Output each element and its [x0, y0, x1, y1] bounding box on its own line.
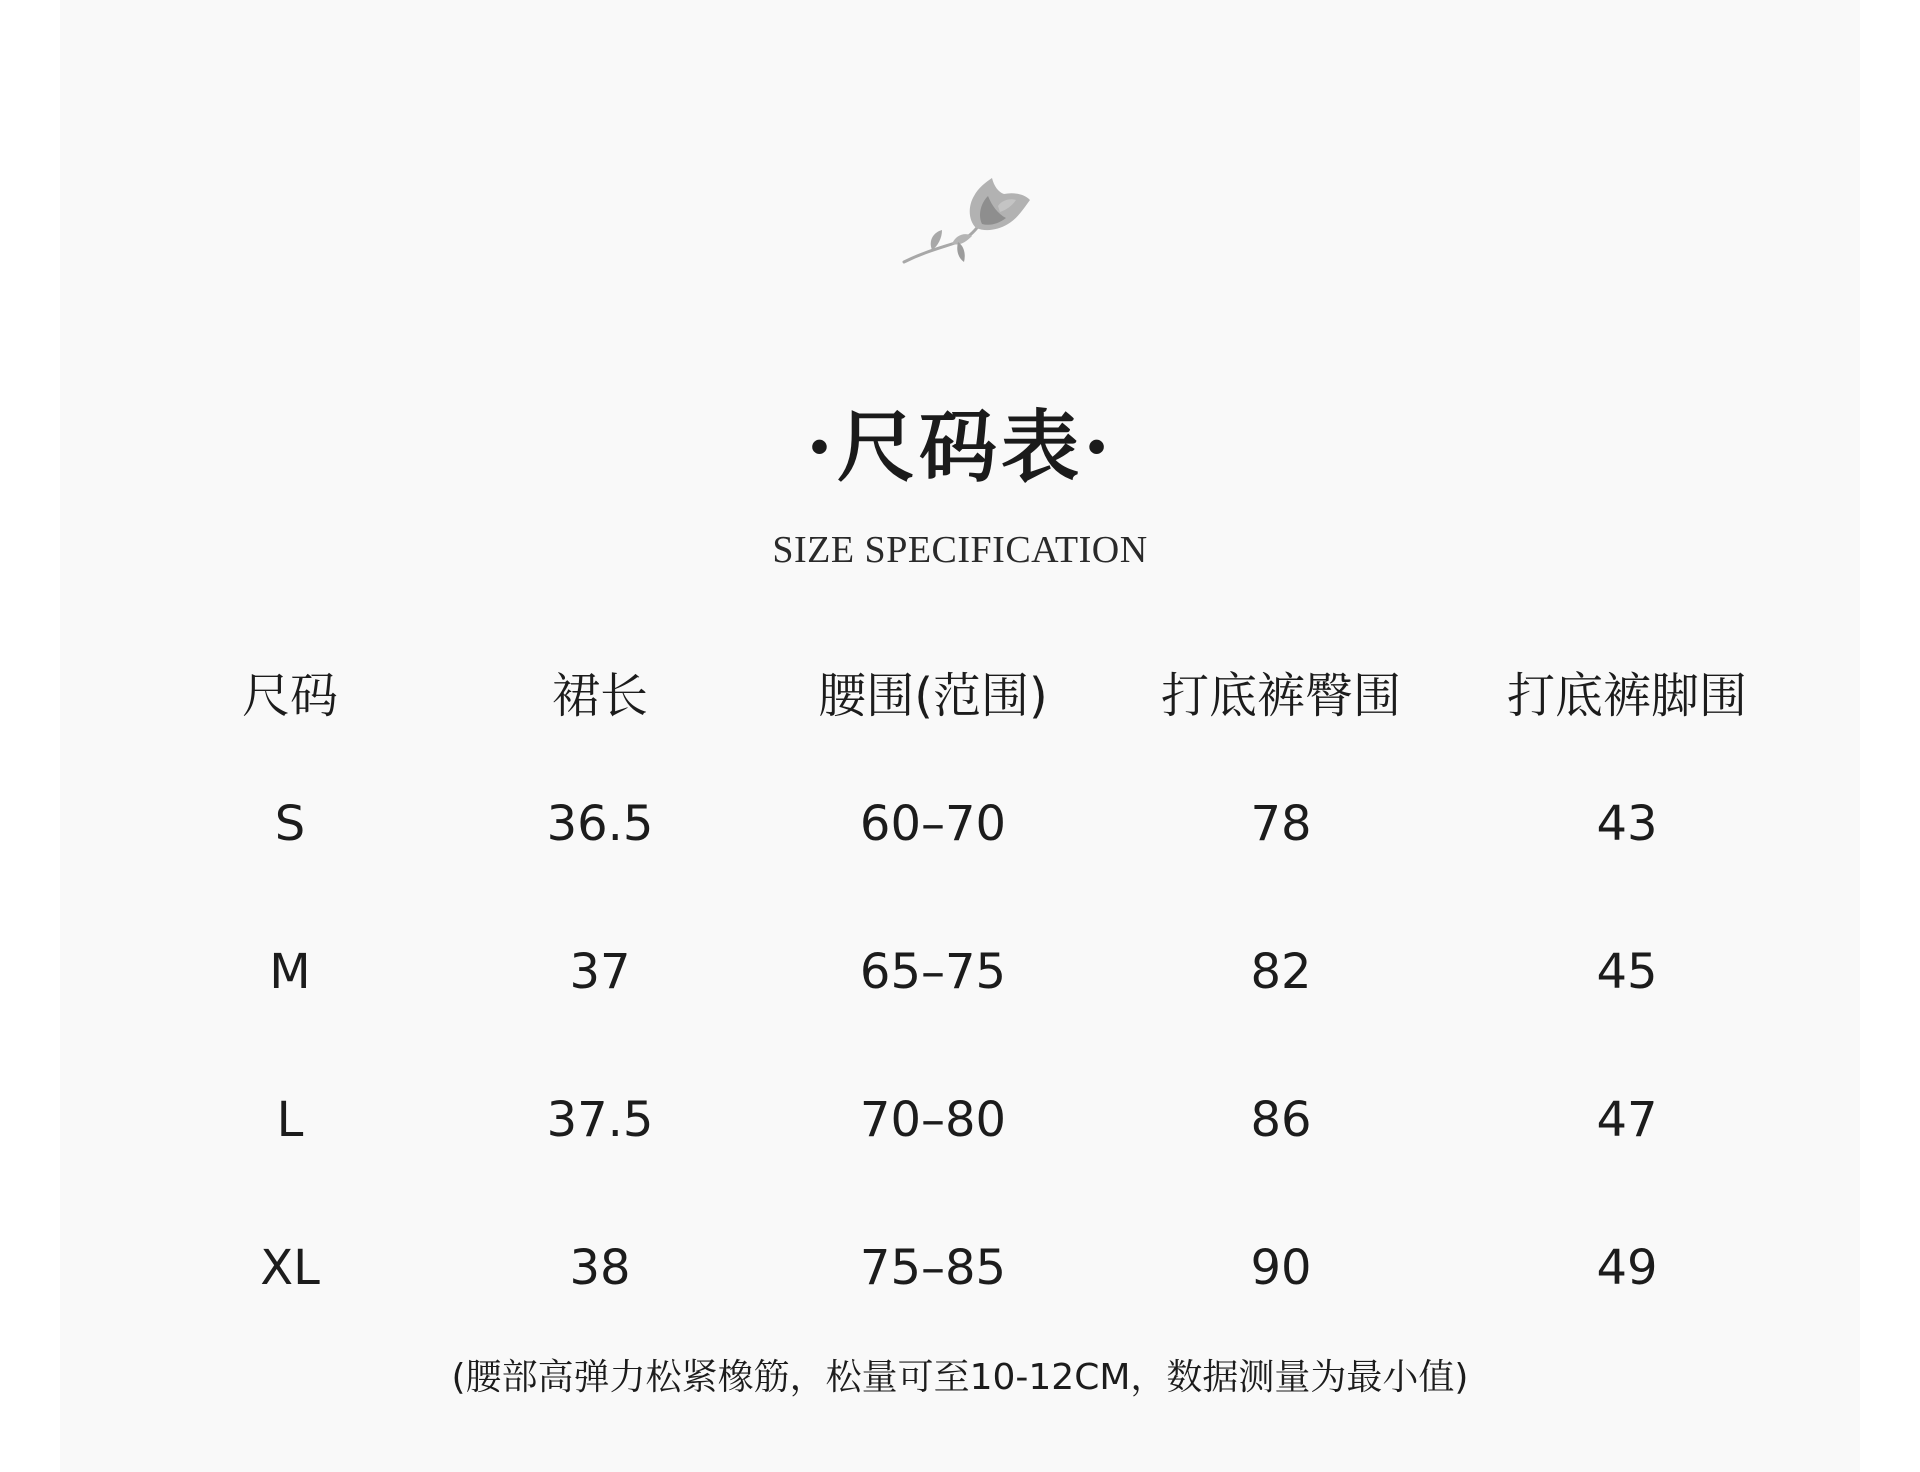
table-cell-size: M: [269, 944, 311, 1000]
table-cell-size: XL: [260, 1240, 320, 1296]
column-header-skirt-length: 裙长: [551, 668, 648, 724]
table-cell-waist: 65–75: [859, 944, 1007, 1000]
column-header-leggings-hem: 打底裤脚围: [1506, 668, 1747, 724]
table-cell-skirt-length: 37: [569, 944, 631, 1000]
column-header-leggings-hip: 打底裤臀围: [1160, 668, 1401, 724]
table-cell-size: L: [276, 1092, 304, 1148]
table-cell-skirt-length: 38: [569, 1240, 631, 1296]
table-cell-waist: 75–85: [859, 1240, 1007, 1296]
table-cell-leggings-hip: 90: [1250, 1240, 1312, 1296]
table-cell-leggings-hem: 47: [1596, 1092, 1658, 1148]
page-title: ·尺码表·: [805, 402, 1115, 493]
column-header-waist: 腰围(范围): [818, 668, 1048, 724]
table-cell-skirt-length: 37.5: [546, 1092, 654, 1148]
table-cell-size: S: [274, 796, 306, 852]
table-cell-waist: 70–80: [859, 1092, 1007, 1148]
table-cell-skirt-length: 36.5: [546, 796, 654, 852]
table-cell-leggings-hem: 49: [1596, 1240, 1658, 1296]
footnote: (腰部高弹力松紧橡筋，松量可至10-12CM，数据测量为最小值): [451, 1357, 1469, 1398]
table-cell-leggings-hip: 78: [1250, 796, 1312, 852]
table-cell-leggings-hip: 86: [1250, 1092, 1312, 1148]
table-cell-leggings-hem: 43: [1596, 796, 1658, 852]
page-subtitle: SIZE SPECIFICATION: [772, 529, 1148, 571]
table-cell-leggings-hip: 82: [1250, 944, 1312, 1000]
column-header-size: 尺码: [241, 668, 338, 724]
table-cell-leggings-hem: 45: [1596, 944, 1658, 1000]
table-cell-waist: 60–70: [859, 796, 1007, 852]
